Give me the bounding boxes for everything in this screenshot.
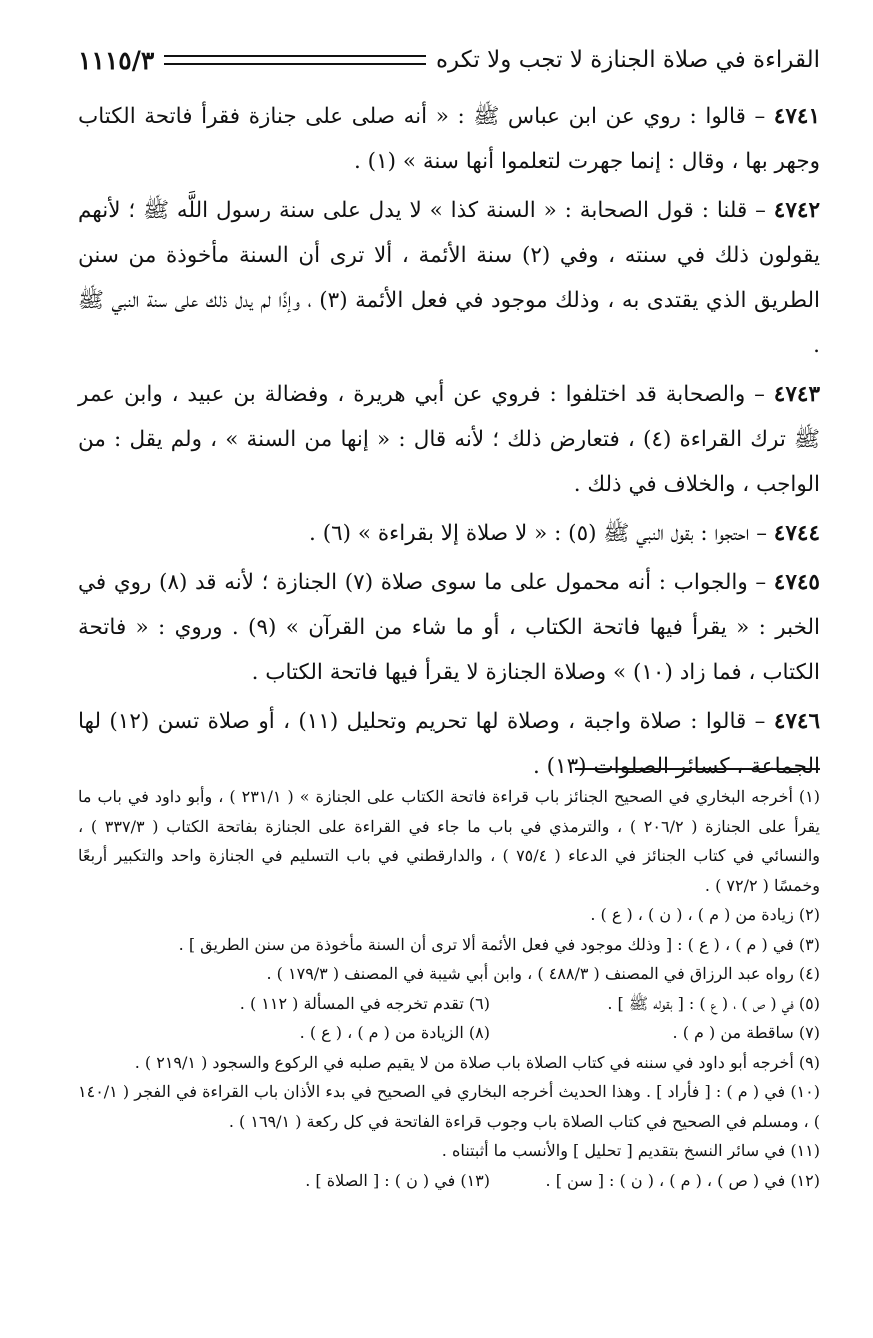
footnote-13: (١٣) في ( ن ) : [ الصلاة ] . [305, 1170, 490, 1190]
paragraph-4746 [78, 699, 820, 789]
footnote-4: (٤) رواه عبد الرزاق في المصنف ( ٤٨٨/٣ ) ، وابن أبي شيبة في المصنف ( ١٧٩/٣ ) . [266, 964, 820, 983]
paragraph-text: – احتجوا : بقول النبي ﷺ (٥) : « لا صلاة إلا بقراءة » (٦) . [309, 521, 774, 546]
footnote-1: (١) أخرجه البخاري في الصحيح الجنائز باب قراءة فاتحة الكتاب على الجنازة » ( ٢٣١/١ ) ، وأبو داود في باب ما يقرأ على الجنازة ( ٢٠٦/٢ ) ، والترمذي في باب ما جاء في القراءة على الجنازة بفاتحة الكتاب ( ٣٣٧/٣ ) ، والنسائي في كتاب الجنائز في الدعاء ( ٧٥/٤ ) ، والدارقطني في باب التسليم في الجنازة واحد والتكبير أربعًا وخمسًا ( ٧٢/٢ ) . [78, 787, 821, 895]
running-title: القراءة في صلاة الجنازة لا تجب ولا تكره [436, 47, 820, 73]
page-header [78, 38, 820, 82]
footnote-row-7-8 [78, 1018, 820, 1048]
main-text [78, 94, 820, 793]
paragraph-4744 [78, 511, 820, 556]
page-number: ١١١٥/٣ [78, 45, 155, 75]
paragraph-number: ٤٧٤٣ [773, 382, 820, 407]
footnote-6: (٦) تقدم تخرجه في المسألة ( ١١٢ ) . [239, 993, 490, 1013]
footnotes [78, 782, 820, 1195]
paragraph-number: ٤٧٤٢ [773, 198, 820, 223]
paragraph-number: ٤٧٤٦ [773, 709, 821, 734]
paragraph-text: – قلنا : قول الصحابة : « السنة كذا » لا يدل على سنة رسول اللَّه ﷺ ؛ لأنهم يقولون ذلك في سنته ، وفي (٢) سنة الأئمة ، ألا ترى أن السنة مأخوذة من سنن الطريق الذي يقتدى به ، وذلك موجود في فعل الأئمة (٣) ، وإذًا لم يدل ذلك على سنة النبي ﷺ . [78, 198, 820, 358]
paragraph-text: – قالوا : روي عن ابن عباس ﷺ : « أنه صلى على جنازة فقرأ فاتحة الكتاب وجهر بها ، وقال : إنما جهرت لتعلموا أنها سنة » (١) . [78, 104, 820, 174]
footnote-8: (٨) الزيادة من ( م ) ، ( ع ) . [299, 1023, 490, 1042]
paragraph-number: ٤٧٤١ [773, 104, 820, 129]
footnote-7: (٧) ساقطة من ( م ) . [672, 1023, 820, 1042]
footnote-row-12-13 [78, 1166, 820, 1196]
footnote-12: (١٢) في ( ص ) ، ( م ) ، ( ن ) : [ سن ] . [545, 1170, 820, 1190]
paragraph-text: – والجواب : أنه محمول على ما سوى صلاة (٧) الجنازة ؛ لأنه قد (٨) روي في الخبر : « يقرأ فيها فاتحة الكتاب ، أو ما شاء من القرآن » (٩) . وروي : « فاتحة الكتاب ، فما زاد (١٠) » وصلاة الجنازة لا يقرأ فيها فاتحة الكتاب . [78, 570, 820, 685]
footnote-3: (٣) في ( م ) ، ( ع ) : [ وذلك موجود في فعل الأئمة ألا ترى أن السنة مأخوذة من سنن الطريق ] . [178, 934, 820, 954]
paragraph-text: – والصحابة قد اختلفوا : فروي عن أبي هريرة ، وفضالة بن عبيد ، وابن عمر ﷺ ترك القراءة (٤) ، فتعارض ذلك ؛ لأنه قال : « إنها من السنة » ، ولم يقل : من الواجب ، والخلاف في ذلك . [78, 382, 820, 497]
paragraph-number: ٤٧٤٤ [773, 521, 820, 546]
footnote-10: (١٠) في ( م ) : [ فأراد ] . وهذا الحديث أخرجه البخاري في الصحيح في بدء الأذان باب القراءة في الفجر ( ١٤٠/١ ) ، ومسلم في الصحيح في كتاب الصلاة باب وجوب قراءة الفاتحة في كل ركعة ( ١٦٩/١ ) . [78, 1082, 820, 1131]
footnote-row-5-6 [78, 989, 820, 1019]
footnote-separator [575, 768, 820, 770]
paragraph-4741 [78, 94, 820, 184]
paragraph-text: – قالوا : صلاة واجبة ، وصلاة لها تحريم وتحليل (١١) ، أو صلاة تسن (١٢) لها الجماعة ، كسائر الصلوات (١٣) . [78, 709, 820, 779]
footnote-11: (١١) في سائر النسخ بتقديم [ تحليل ] والأنسب ما أثبتناه . [441, 1141, 820, 1160]
paragraph-4742 [78, 188, 820, 368]
header-rule [164, 55, 426, 65]
paragraph-number: ٤٧٤٥ [773, 570, 820, 595]
footnote-2: (٢) زيادة من ( م ) ، ( ن ) ، ( ع ) . [590, 905, 820, 924]
footnote-9: (٩) أخرجه أبو داود في سننه في كتاب الصلاة باب صلاة من لا يقيم صلبه في الركوع والسجود ( ٢١٩/١ ) . [134, 1052, 820, 1072]
footnote-5: (٥) في ( ص ) ، ( ع ) : [ بقوله ﷺ ] . [607, 993, 820, 1013]
paragraph-4743 [78, 372, 820, 507]
paragraph-4745 [78, 560, 820, 695]
